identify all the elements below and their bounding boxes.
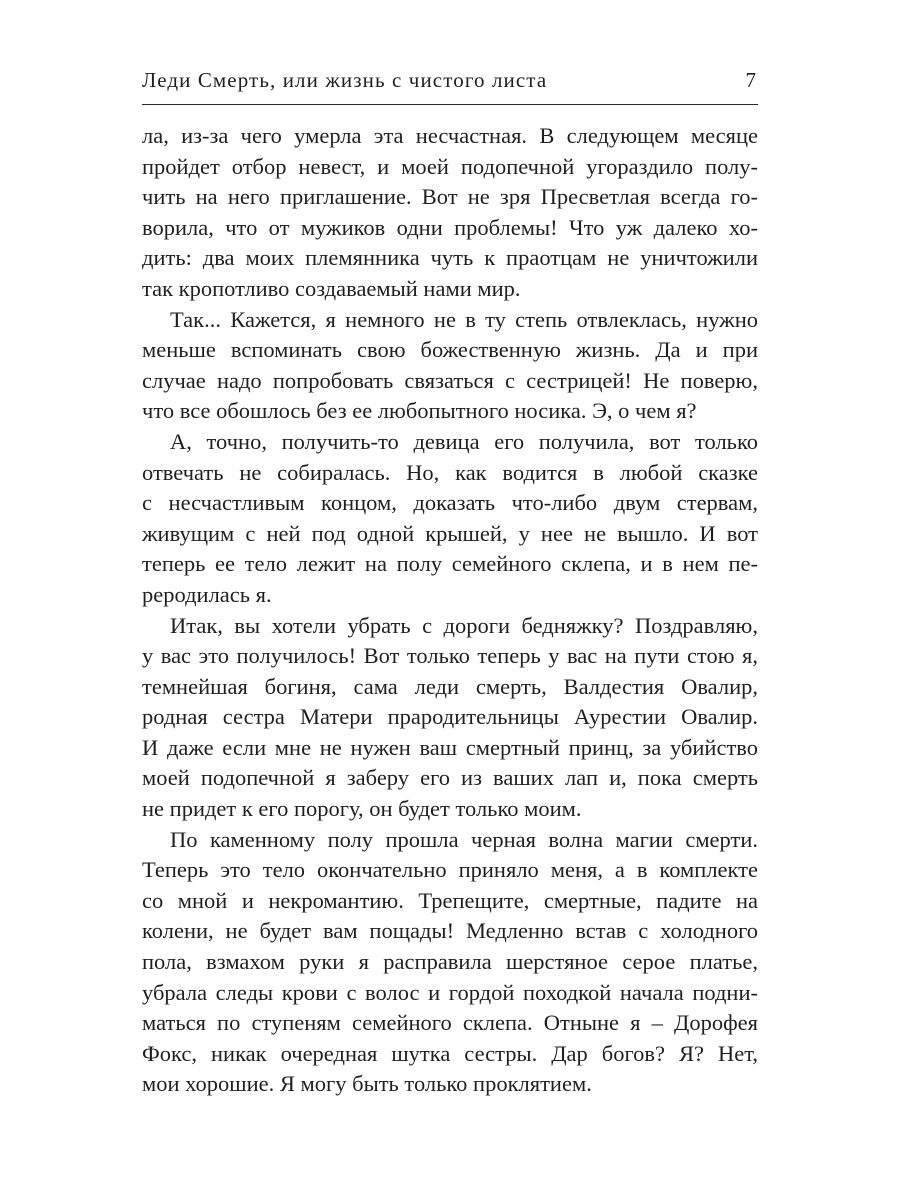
text-line: реродилась я. bbox=[142, 581, 272, 607]
text-line: пройдет отбор невест, и моей подопечной угораздило полу- bbox=[142, 153, 758, 179]
text-line: моей подопечной я заберу его из ваших лап и, пока смерть bbox=[142, 765, 758, 791]
text-line: так кропотливо создаваемый нами мир. bbox=[142, 275, 521, 301]
paragraph bbox=[142, 121, 758, 305]
paragraph bbox=[142, 305, 758, 427]
text-line: колени, не будет вам пощады! Медленно встав с холодного bbox=[142, 918, 758, 944]
text-line: По каменному полу прошла черная волна магии смерти. bbox=[170, 826, 758, 852]
text-line: родная сестра Матери прародительницы Аурестии Овалир. bbox=[142, 704, 758, 730]
text-line: темнейшая богиня, сама леди смерть, Валдестия Овалир, bbox=[142, 673, 758, 699]
text-line: теперь ее тело лежит на полу семейного склепа, и в нем пе- bbox=[142, 551, 758, 577]
text-line: А, точно, получить-то девица его получила, вот только bbox=[170, 428, 758, 454]
text-line: Так... Кажется, я немного не в ту степь отвлеклась, нужно bbox=[170, 306, 758, 332]
text-line: со мной и некромантию. Трепещите, смертные, падите на bbox=[142, 887, 758, 913]
text-line: Фокс, никак очередная шутка сестры. Дар богов? Я? Нет, bbox=[142, 1040, 758, 1066]
paragraph bbox=[142, 611, 758, 825]
text-line: Итак, вы хотели убрать с дороги бедняжку? Поздравляю, bbox=[170, 612, 758, 638]
text-line: маться по ступеням семейного склепа. Отныне я – Дорофея bbox=[142, 1010, 758, 1036]
text-line: убрала следы крови с волос и гордой походкой начала подни- bbox=[142, 979, 758, 1005]
text-line: пола, взмахом руки я расправила шерстяное серое платье, bbox=[142, 949, 758, 975]
text-line: с несчастливым концом, доказать что-либо двум стервам, bbox=[142, 490, 758, 516]
text-line: ла, из-за чего умерла эта несчастная. В следующем месяце bbox=[142, 123, 758, 148]
text-line: что все обошлось без ее любопытного носика. Э, о чем я? bbox=[142, 398, 697, 424]
page-number: 7 bbox=[745, 68, 756, 92]
text-line: отвечать не собиралась. Но, как водится в любой сказке bbox=[142, 459, 758, 485]
text-line: меньше вспоминать свою божественную жизнь. Да и при bbox=[142, 337, 758, 363]
paragraph bbox=[142, 825, 758, 1100]
text-line: чить на него приглашение. Вот не зря Пресветлая всегда го- bbox=[142, 184, 758, 210]
text-line: И даже если мне не нужен ваш смертный принц, за убийство bbox=[142, 734, 758, 760]
book-page bbox=[142, 62, 758, 1100]
running-header bbox=[142, 62, 758, 105]
text-line: мои хорошие. Я могу быть только проклятием. bbox=[142, 1071, 592, 1097]
text-line: дить: два моих племянника чуть к праотцам не уничтожили bbox=[142, 245, 758, 271]
text-line: Теперь это тело окончательно приняло меня, а в комплекте bbox=[142, 857, 758, 883]
text-line: не придет к его порогу, он будет только моим. bbox=[142, 796, 582, 822]
text-line: живущим с ней под одной крышей, у нее не вышло. И вот bbox=[142, 520, 758, 546]
text-line: у вас это получилось! Вот только теперь у вас на пути стою я, bbox=[142, 643, 758, 669]
paragraph bbox=[142, 427, 758, 611]
text-line: ворила, что от мужиков одни проблемы! Что уж далеко хо- bbox=[142, 214, 758, 240]
text-line: случае надо попробовать связаться с сестрицей! Не поверю, bbox=[142, 367, 758, 393]
running-title: Леди Смерть, или жизнь с чистого листа bbox=[142, 68, 548, 92]
body-text bbox=[142, 121, 758, 1100]
